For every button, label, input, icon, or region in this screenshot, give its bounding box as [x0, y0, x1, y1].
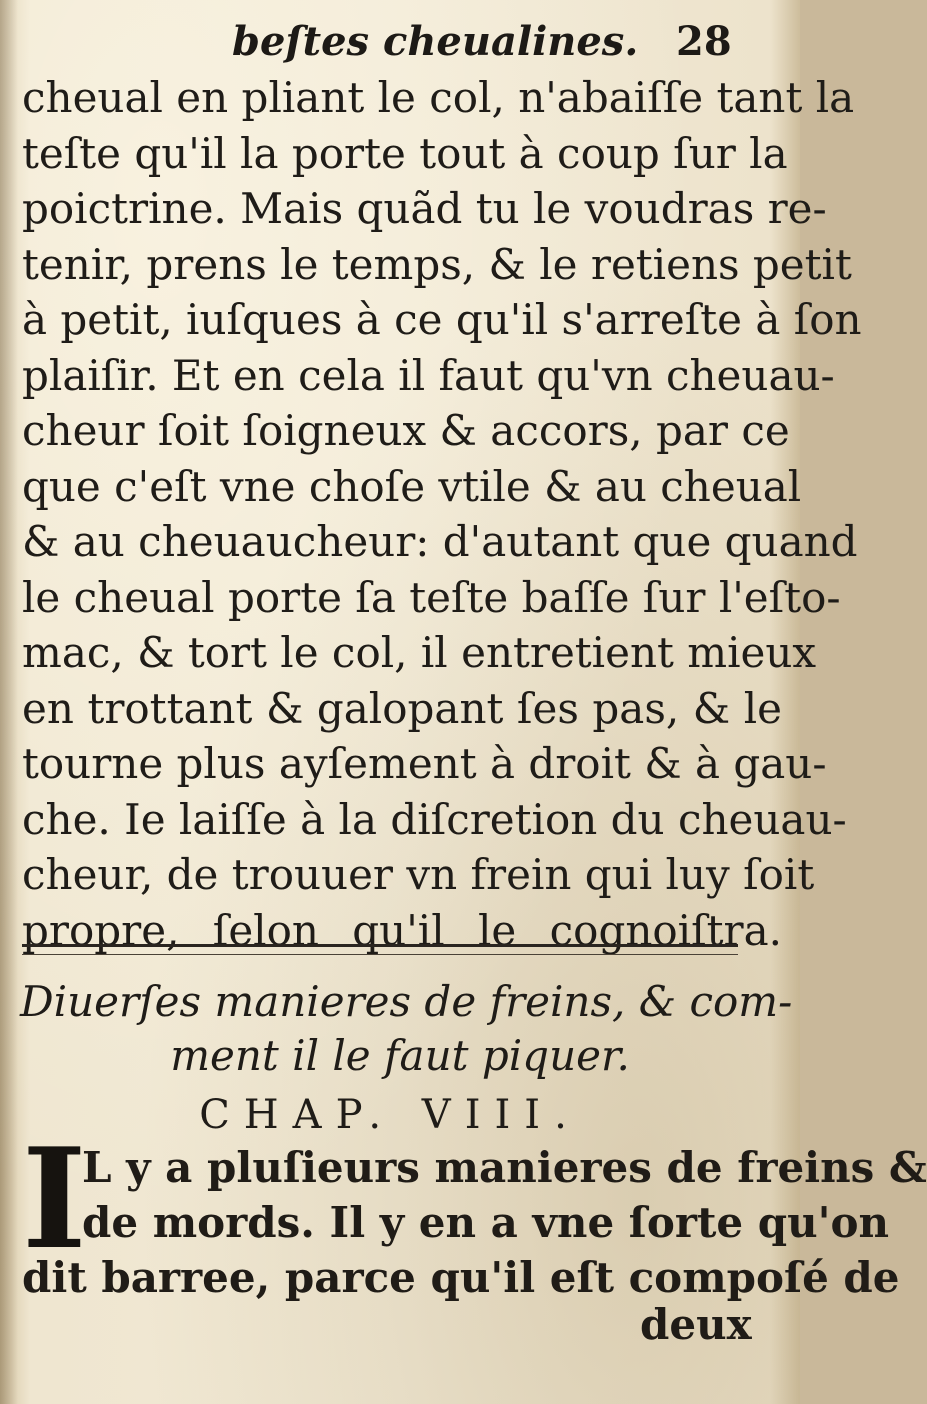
chapter-heading: [20, 975, 793, 1083]
ornamental-rule: [22, 944, 738, 955]
chapter-text-line: L y a pluſieurs manieres de freins &: [82, 1143, 927, 1192]
catchword: deux: [640, 1300, 752, 1349]
page-number: 28: [676, 18, 732, 65]
drop-cap: I: [22, 1117, 87, 1280]
text-line: teſte qu'il la porte tout à coup ſur la: [22, 128, 788, 178]
text-line: tourne plus ayſement à droit & à gau-: [22, 739, 827, 788]
text-line: che. Ie laiſſe à la diſcretion du cheuau-: [22, 794, 847, 844]
chapter-text-line: dit barree, parce qu'il eſt compoſé de: [22, 1253, 900, 1302]
text-line: le cheual porte ſa teſte baſſe ſur l'eſto-: [22, 572, 841, 622]
chapter-title-line-1: Diuerſes manieres de freins, & com-: [20, 977, 793, 1026]
running-title: beſtes cheualines.: [232, 18, 639, 65]
chapter-body: [22, 1117, 927, 1305]
text-line: mac, & tort le col, il entretient mieux: [22, 628, 817, 677]
text-line: cheur, de trouuer vn frein qui luy ſoit: [22, 850, 815, 899]
running-head: [0, 14, 800, 74]
text-line: tenir, prens le temps, & le retiens petit: [22, 239, 852, 289]
text-line: & au cheuaucheur: d'autant que quand: [22, 517, 858, 566]
text-line: que c'eſt vne choſe vtile & au cheual: [22, 461, 802, 511]
chapter-label: CHAP. VIII.: [199, 1092, 581, 1138]
chapter-title-line-2: ment il le faut piquer.: [170, 1031, 630, 1080]
text-line: à petit, iuſques à ce qu'il s'arreſte à ſon: [22, 295, 862, 344]
text-line: en trottant & galopant ſes pas, & le: [22, 683, 782, 733]
chapter-text-line: de mords. Il y en a vne ſorte qu'on: [82, 1198, 890, 1247]
text-line: propre, ſelon qu'il le cognoiſtra.: [22, 905, 782, 955]
text-line: cheur ſoit ſoigneux & accors, par ce: [22, 406, 790, 455]
gutter-shadow: [0, 0, 18, 1404]
text-line: poictrine. Mais quãd tu le voudras re-: [22, 184, 827, 233]
text-line: plaiſir. Et en cela il faut qu'vn cheuau-: [22, 350, 835, 400]
body-text: [22, 70, 862, 958]
text-line: cheual en pliant le col, n'abaiſſe tant la: [22, 73, 855, 122]
